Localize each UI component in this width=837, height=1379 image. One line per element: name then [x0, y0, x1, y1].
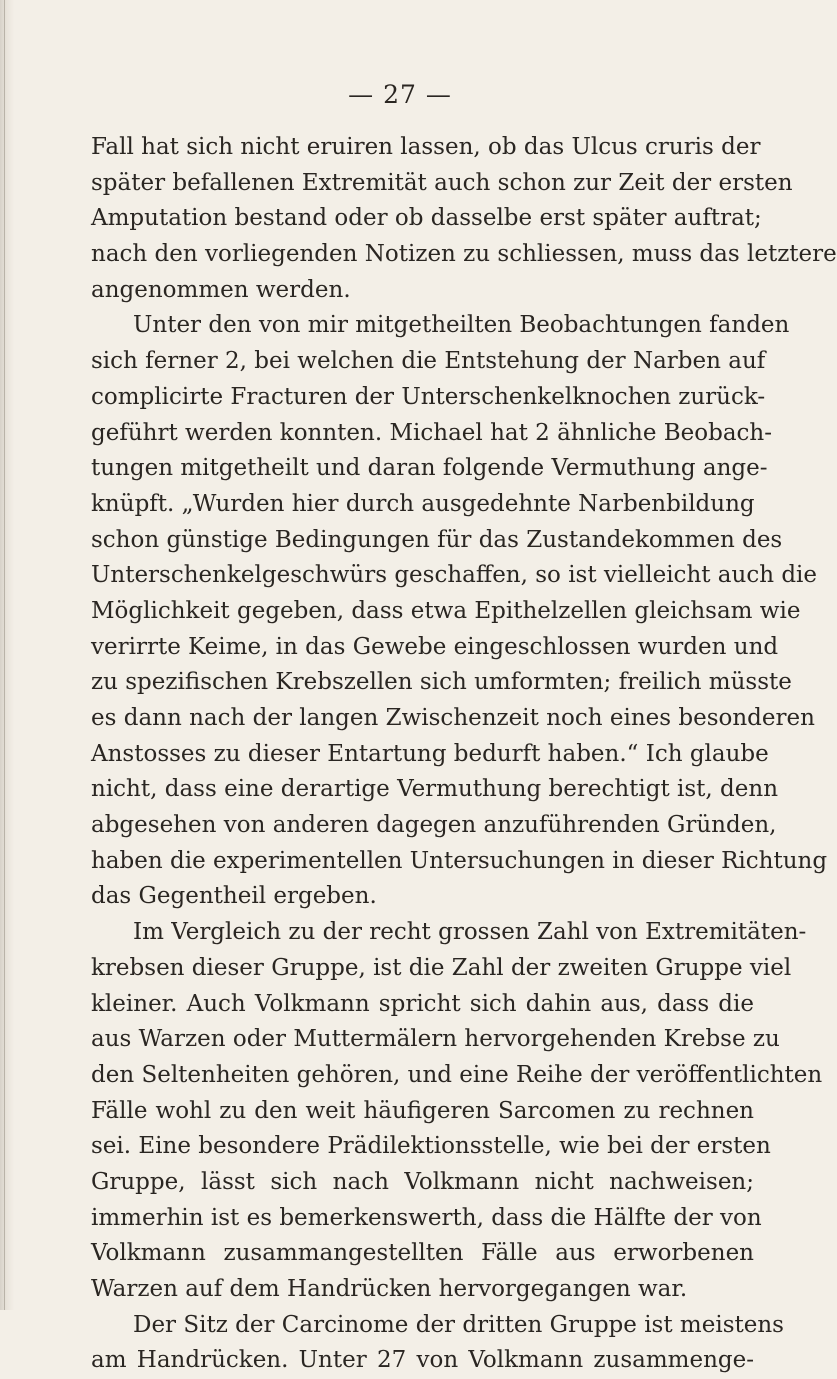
text-line: geführt werden konnten. Michael hat 2 ähnliche Beobach- [91, 419, 773, 446]
body-text [91, 130, 837, 1379]
paragraph-first-line: Der Sitz der Carcinome der dritten Gruppe ist meistens [133, 1311, 784, 1338]
page-number: — 27 — [348, 80, 452, 109]
text-line: verirrte Keime, in das Gewebe eingeschlossen wurden und [91, 633, 779, 660]
text-line: Fälle wohl zu den weit häufigeren Sarcomen zu rechnen [91, 1097, 754, 1124]
text-line: das Gegentheil ergeben. [91, 883, 377, 910]
text-line: am Handrücken. Unter 27 von Volkmann zusammenge- [91, 1347, 754, 1374]
text-line: Anstosses zu dieser Entartung bedurft haben.“ Ich glaube [91, 740, 769, 767]
text-line: Gruppe, lässt sich nach Volkmann nicht nachweisen; [91, 1168, 754, 1195]
text-line: schon günstige Bedingungen für das Zustandekommen des [91, 526, 783, 553]
text-line: kleiner. Auch Volkmann spricht sich dahin aus, dass die [91, 990, 754, 1017]
paragraph-first-line: Unter den von mir mitgetheilten Beobachtungen fanden [133, 312, 790, 339]
text-line: nach den vorliegenden Notizen zu schliessen, muss das letztere [91, 241, 837, 268]
text-line: Möglichkeit gegeben, dass etwa Epithelzellen gleichsam wie [91, 597, 801, 624]
text-line: Fall hat sich nicht eruiren lassen, ob das Ulcus cruris der [91, 134, 761, 160]
text-line: krebsen dieser Gruppe, ist die Zahl der zweiten Gruppe viel [91, 954, 792, 981]
text-line: später befallenen Extremität auch schon zur Zeit der ersten [91, 169, 793, 196]
text-line: sich ferner 2, bei welchen die Entstehung der Narben auf [91, 348, 766, 375]
text-line: aus Warzen oder Muttermälern hervorgehenden Krebse zu [91, 1026, 780, 1053]
paragraph-first-line: Im Vergleich zu der recht grossen Zahl von Extremitäten- [133, 919, 807, 946]
text-line: abgesehen von anderen dagegen anzuführenden Gründen, [91, 812, 777, 839]
text-line: Volkmann zusammangestellten Fälle aus erworbenen [91, 1240, 754, 1267]
text-line: angenommen werden. [91, 276, 351, 303]
text-line: knüpft. „Wurden hier durch ausgedehnte Narbenbildung [91, 490, 755, 517]
text-line: Amputation bestand oder ob dasselbe erst später auftrat; [91, 205, 762, 232]
text-line: complicirte Fracturen der Unterschenkelknochen zurück- [91, 383, 766, 410]
text-line: den Seltenheiten gehören, und eine Reihe der veröffentlichten [91, 1061, 823, 1088]
scan-page-edge [0, 0, 14, 1310]
text-line: nicht, dass eine derartige Vermuthung berechtigt ist, denn [91, 776, 779, 803]
text-line: Unterschenkelgeschwürs geschaffen, so ist vielleicht auch die [91, 562, 818, 589]
text-line: tungen mitgetheilt und daran folgende Vermuthung ange- [91, 455, 768, 482]
text-line: es dann nach der langen Zwischenzeit noch eines besonderen [91, 705, 815, 731]
text-line: haben die experimentellen Untersuchungen in dieser Richtung [91, 847, 828, 874]
text-line: Warzen auf dem Handrücken hervorgegangen war. [91, 1276, 688, 1302]
text-line: immerhin ist es bemerkenswerth, dass die Hälfte der von [91, 1204, 762, 1231]
text-line: zu spezifischen Krebszellen sich umformten; freilich müsste [91, 669, 792, 696]
text-line: sei. Eine besondere Prädilektionsstelle, wie bei der ersten [91, 1133, 771, 1160]
